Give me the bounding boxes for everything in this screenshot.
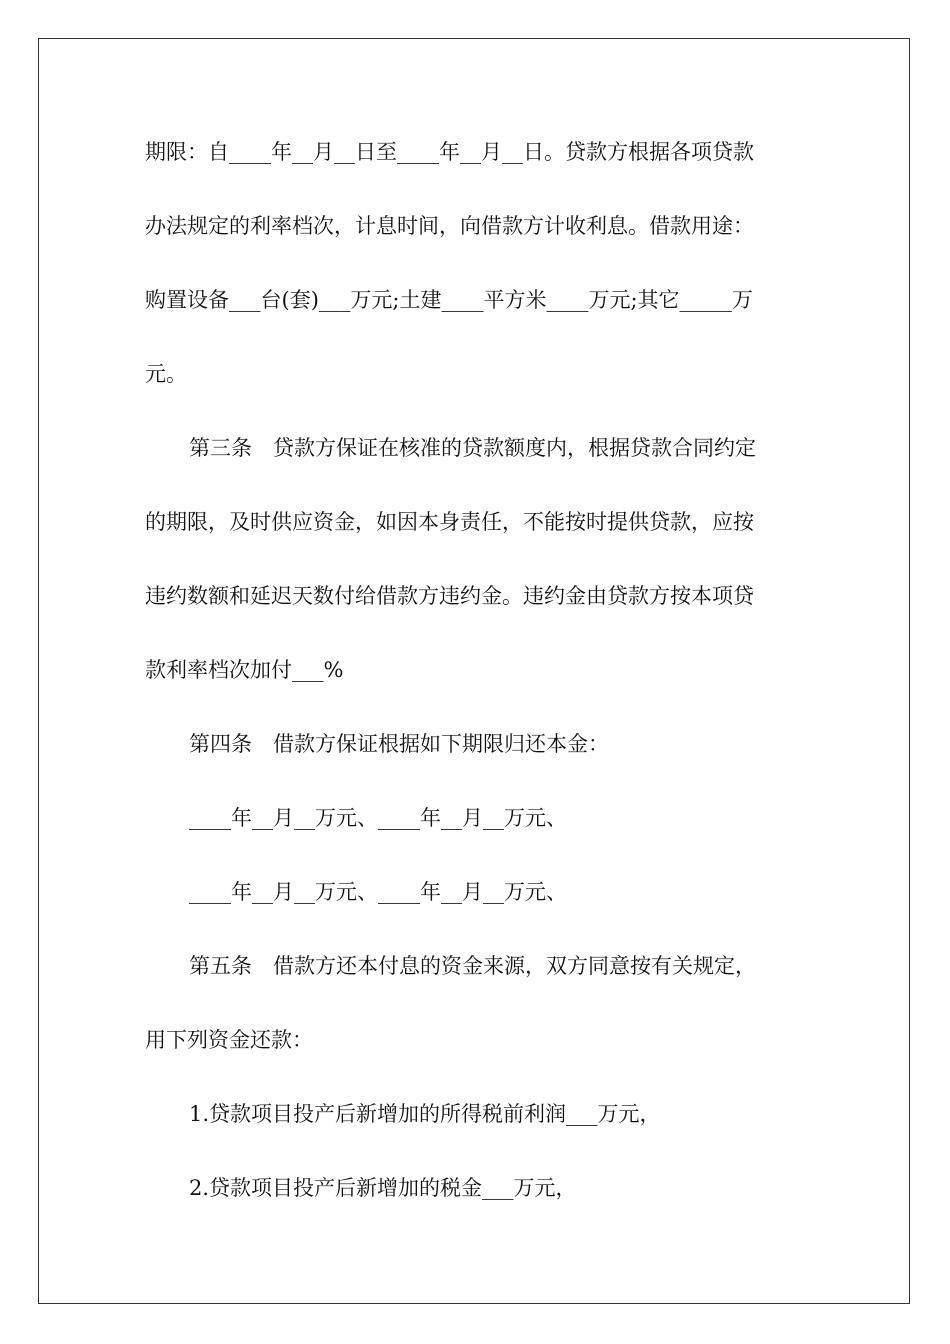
document-body [145,130,815,1240]
article-four-heading-line: 第四条 借款方保证根据如下期限归还本金： [189,732,609,756]
article-five-heading-line: 第五条 借款方还本付息的资金来源，双方同意按有关规定， [189,954,756,978]
text-line: 款利率档次加付___% [145,658,344,682]
article-three-heading-line: 第三条 贷款方保证在核准的贷款额度内，根据贷款合同约定 [189,436,756,460]
text-line: 违约数额和延迟天数付给借款方违约金。违约金由贷款方按本项贷 [145,584,754,608]
text-line: 用下列资金还款： [145,1028,313,1052]
text-line: 元。 [145,362,187,386]
repayment-schedule-line: ____年__月__万元、____年__月__万元、 [189,880,567,904]
text-line: 办法规定的利率档次，计息时间，向借款方计收利息。借款用途： [145,214,754,238]
list-item: 1.贷款项目投产后新增加的所得税前利润___万元， [189,1102,661,1126]
text-line: 期限：自____年__月__日至____年__月__日。贷款方根据各项贷款 [145,140,754,164]
text-line: 的期限，及时供应资金，如因本身责任，不能按时提供贷款，应按 [145,510,754,534]
repayment-schedule-line: ____年__月__万元、____年__月__万元、 [189,806,567,830]
list-item: 2.贷款项目投产后新增加的税金___万元， [189,1176,577,1200]
text-line: 购置设备___台(套)___万元;土建____平方米____万元;其它_____万 [145,288,754,312]
